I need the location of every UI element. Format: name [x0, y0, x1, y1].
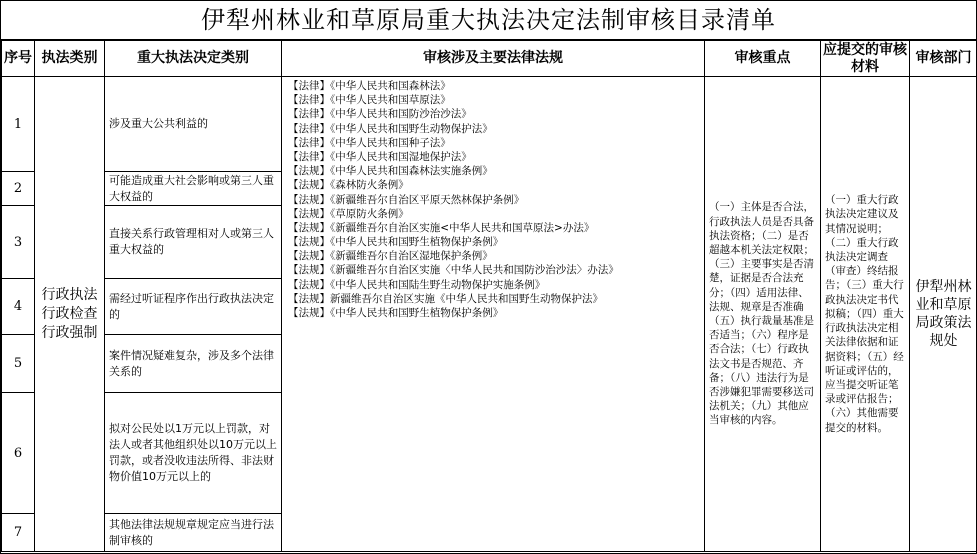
header-seq: 序号: [2, 41, 35, 77]
law-item: 【法规】《草原防火条例》: [288, 207, 409, 220]
decision-type-cell: 直接关系行政管理相对人或第三人重大权益的: [105, 206, 282, 279]
law-item: 【法规】《新疆维吾尔自治区平原天然林保护条例》: [288, 193, 525, 206]
laws-cell: [282, 77, 705, 552]
law-item: 【法规】《森林防火条例》: [288, 179, 409, 192]
table-row: [2, 77, 977, 172]
decision-type-cell: 案件情况疑难复杂，涉及多个法律关系的: [105, 335, 282, 393]
law-item: 【法规】《新疆维吾尔自治区实施〈中华人民共和国防沙治沙法〉办法》: [288, 264, 619, 277]
decision-type-cell: 其他法律法规规章规定应当进行法制审核的: [105, 514, 282, 552]
header-materials: 应提交的审核材料: [821, 41, 910, 77]
header-decision-type: 重大执法决定类别: [105, 41, 282, 77]
law-item: 【法规】《中华人民共和国森林法实施条例》: [288, 165, 493, 178]
decision-type-cell: 拟对公民处以1万元以上罚款，对法人或者其他组织处以10万元以上罚款，或者没收违法所得、非法财物价值10万元以上的: [105, 393, 282, 514]
materials-cell: （一）重大行政执法决定建议及其情况说明；（二）重大行政执法决定调查（审查）终结报告；（三）重大行政执法决定书代拟稿；（四）重大行政执法决定相关法律依据和证据资料；（五）经听证或评估的，应当提交听证笔录或评估报告；（六）其他需要提交的材料。: [821, 77, 910, 552]
row-seq: 6: [2, 393, 35, 514]
law-item: 【法规】《中华人民共和国陆生野生动物保护实施条例》: [288, 278, 546, 291]
department-cell: 伊犁州林业和草原局政策法规处: [910, 77, 977, 552]
law-item: 【法律】《中华人民共和国种子法》: [288, 136, 451, 149]
row-seq: 4: [2, 279, 35, 335]
decision-type-cell: 需经过听证程序作出行政执法决定的: [105, 279, 282, 335]
law-item: 【法规】新疆维吾尔自治区实施《中华人民共和国野生动物保护法》: [288, 292, 603, 305]
row-seq: 3: [2, 206, 35, 279]
law-item: 【法律】《中华人民共和国防沙治沙法》: [288, 108, 472, 121]
law-item: 【法规】《新疆维吾尔自治区湿地保护条例》: [288, 250, 493, 263]
enforcement-category-cell: 行政执法行政检查行政强制: [35, 77, 105, 552]
header-department: 审核部门: [910, 41, 977, 77]
header-enforcement-category: 执法类别: [35, 41, 105, 77]
review-catalog-table: [1, 40, 977, 552]
header-laws: 审核涉及主要法律法规: [282, 41, 705, 77]
law-item: 【法律】《中华人民共和国野生动物保护法》: [288, 122, 493, 135]
row-seq: 1: [2, 77, 35, 172]
page-title: 伊犁州林业和草原局重大执法决定法制审核目录清单: [1, 1, 976, 40]
law-item: 【法规】《新疆维吾尔自治区实施<中华人民共和国草原法>办法》: [288, 221, 595, 234]
law-item: 【法规】《中华人民共和国野生植物保护条例》: [288, 307, 504, 319]
law-item: 【法律】《中华人民共和国湿地保护法》: [288, 150, 472, 163]
row-seq: 2: [2, 172, 35, 206]
decision-type-cell: 可能造成重大社会影响或第三人重大权益的: [105, 172, 282, 206]
row-seq: 5: [2, 335, 35, 393]
row-seq: 7: [2, 514, 35, 552]
decision-type-cell: 涉及重大公共利益的: [105, 77, 282, 172]
law-item: 【法规】《中华人民共和国野生植物保护条例》: [288, 236, 504, 249]
header-review-focus: 审核重点: [705, 41, 821, 77]
law-item: 【法律】《中华人民共和国草原法》: [288, 94, 451, 107]
law-item: 【法律】《中华人民共和国森林法》: [288, 80, 451, 92]
header-row: [2, 41, 977, 77]
review-focus-cell: （一）主体是否合法，行政执法人员是否具备执法资格；（二）是否超越本机关法定权限；（三）主要事实是否清楚，证据是否合法充分；（四）适用法律、法规、规章是否准确（五）执行裁量基准是否适当；（六）程序是否合法；（七）行政执法文书是否规范、齐备；（八）违法行为是否涉嫌犯罪需要移送司法机关；（九）其他应当审核的内容。: [705, 77, 821, 552]
